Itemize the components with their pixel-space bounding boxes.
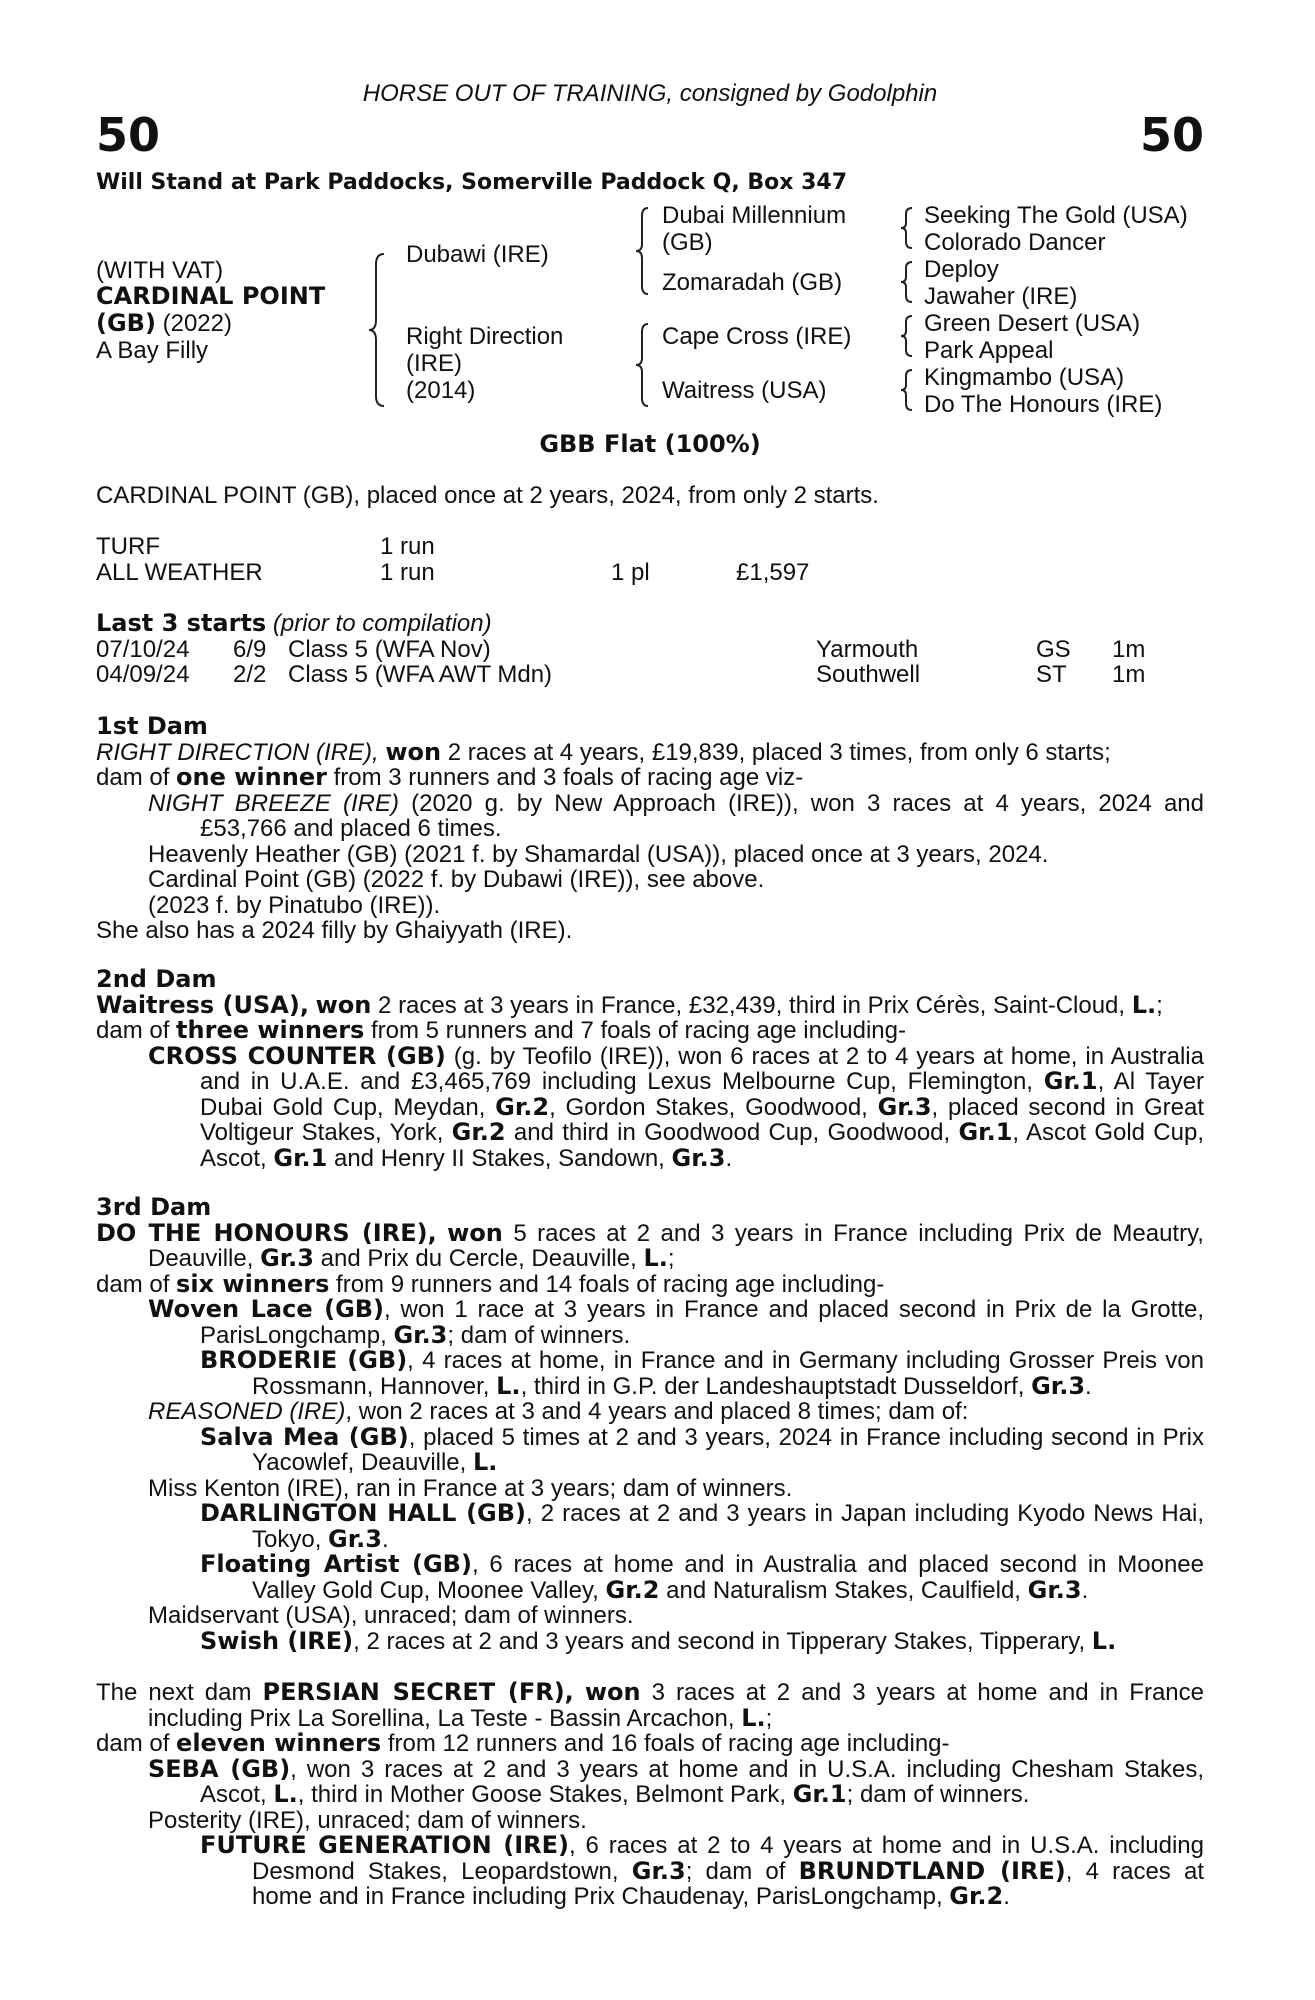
- cross-counter-grade-5: Gr.1: [958, 1118, 1013, 1146]
- third-dam-produce-summary: [96, 1269, 1204, 1298]
- salva-mea-text: , placed 5 times at 2 and 3 years, 2024 in France including second in Prix Yacowlef, Deauville,: [252, 1423, 1204, 1476]
- floating-artist-grade-a: Gr.2: [605, 1575, 660, 1604]
- pedigree-sire-dam: Zomaradah (GB): [662, 269, 843, 296]
- pedigree-g4: Jawaher (IRE): [924, 283, 1078, 310]
- first-dam-note: She also has a 2024 filly by Ghaiyyath (IRE).: [96, 917, 573, 944]
- first-dam-produce-winners: one winner: [176, 763, 327, 791]
- salva-mea-listed: L.: [473, 1448, 498, 1476]
- miss-kenton-entry: Miss Kenton (IRE), ran in France at 3 years; dam of winners.: [148, 1474, 793, 1502]
- swish-text: , 2 races at 2 and 3 years and second in Tipperary Stakes, Tipperary,: [353, 1627, 1086, 1655]
- future-generation-end: .: [1003, 1883, 1010, 1910]
- start-row-1-dist: 1m: [1112, 636, 1146, 663]
- floating-artist-text-a: , 6 races at home and in Australia and placed second in Moonee Valley Gold Cup, Moonee Valley,: [252, 1551, 1204, 1604]
- cross-counter-text-b: , Al Tayer Dubai Gold Cup, Meydan,: [200, 1068, 1204, 1121]
- pedigree-g3: Deploy: [924, 256, 999, 283]
- reasoned-entry: [96, 1399, 1204, 1425]
- next-dam-record: [96, 1680, 1204, 1731]
- horse-year: (2022): [162, 310, 232, 337]
- seba-name: SEBA (GB): [148, 1754, 291, 1783]
- last-starts-heading: [96, 611, 492, 637]
- next-dam-listed: L.: [741, 1703, 766, 1732]
- second-dam-won: won: [315, 990, 372, 1019]
- future-generation-text-b: ; dam of: [685, 1857, 786, 1885]
- third-dam-record: [96, 1218, 1204, 1272]
- second-dam-section: [96, 967, 1204, 1171]
- first-dam-race-record: 2 races at 4 years, £19,839, placed 3 times, from only 6 starts;: [447, 738, 1111, 766]
- darlington-hall-end: .: [381, 1525, 389, 1553]
- pedigree-dam-sire: Cape Cross (IRE): [662, 323, 852, 350]
- pedigree-brace-dam: [634, 322, 652, 408]
- broderie-listed: L.: [496, 1371, 521, 1400]
- last-starts-note: (prior to compilation): [272, 610, 492, 637]
- future-generation-text-a: , 6 races at 2 to 4 years at home and in U.S.A. including Desmond Stakes, Leopardstown,: [252, 1832, 1205, 1885]
- woven-lace-end: ; dam of winners.: [447, 1321, 631, 1349]
- pedigree-g1: Seeking The Gold (USA): [924, 202, 1188, 229]
- horse-origin: (GB): [96, 309, 156, 337]
- cross-counter-text-f: , Ascot Gold Cup, Ascot,: [200, 1119, 1205, 1172]
- second-dam-heading: 2nd Dam: [96, 965, 217, 993]
- second-dam-race-record: 2 races at 3 years in France, £32,439, third in Prix Cérès, Saint-Cloud,: [378, 991, 1126, 1019]
- first-dam-foal-4: (2023 f. by Pinatubo (IRE)).: [148, 891, 441, 919]
- floating-artist-entry: [96, 1552, 1204, 1603]
- future-generation-grade-a: Gr.3: [631, 1856, 686, 1885]
- first-dam-produce-c: from 3 runners and 3 foals of racing age viz-: [333, 764, 804, 791]
- start-row-1-race: Class 5 (WFA Nov): [288, 636, 491, 663]
- pedigree-dam-dam: Waitress (USA): [662, 377, 827, 404]
- next-dam-produce-winners: eleven winners: [176, 1729, 382, 1757]
- woven-lace-name: Woven Lace (GB): [148, 1295, 385, 1323]
- third-dam-semicolon: ;: [667, 1245, 675, 1272]
- first-dam-heading: 1st Dam: [96, 712, 208, 740]
- first-dam-section: [96, 714, 1204, 944]
- swish-entry: [96, 1626, 1204, 1655]
- next-dam-semicolon: ;: [765, 1704, 773, 1732]
- record-aw-placed: 1 pl: [611, 559, 650, 586]
- third-dam-race-b: and Prix du Cercle, Deauville,: [320, 1245, 637, 1272]
- next-dam-produce-a: dam of: [96, 1730, 170, 1757]
- pedigree-sire: Dubawi (IRE): [406, 241, 549, 268]
- third-dam-won: won: [447, 1218, 503, 1247]
- cross-counter-name: CROSS COUNTER (GB): [148, 1041, 446, 1070]
- horse-origin-year: [96, 310, 232, 337]
- pedigree-sire-sire-line2: (GB): [662, 229, 713, 256]
- cross-counter-grade-7: Gr.3: [671, 1143, 726, 1172]
- cross-counter-text-e: and third in Goodwood Cup, Goodwood,: [513, 1119, 951, 1146]
- broderie-text-a: , 4 races at home, in France and in Germany including Grosser Preis von Rossmann, Hannover,: [252, 1347, 1204, 1400]
- swish-listed: L.: [1091, 1626, 1117, 1655]
- broderie-entry: [96, 1348, 1204, 1399]
- start-row-1-pos: 6/9: [233, 636, 267, 663]
- cross-counter-text-a: (g. by Teofilo (IRE)), won 6 races at 2 to 4 years at home, in Australia and in U.A.E. and £3,465,769 including Lexus Melbourne Cup, Flemington,: [200, 1042, 1204, 1095]
- woven-lace-entry: [96, 1297, 1204, 1348]
- pedigree-g7: Kingmambo (USA): [924, 364, 1125, 391]
- woven-lace-text: , won 1 race at 3 years in France and placed second in Prix de la Grotte, ParisLongchamp,: [200, 1296, 1204, 1349]
- reasoned-name: REASONED (IRE): [148, 1398, 346, 1425]
- darlington-hall-text: , 2 races at 2 and 3 years in Japan including Kyodo News Hai, Tokyo,: [252, 1500, 1205, 1553]
- page-header-title: HORSE OUT OF TRAINING, consigned by Godolphin: [362, 80, 938, 107]
- darlington-hall-entry: [96, 1501, 1204, 1552]
- second-dam-listed: L.: [1131, 990, 1157, 1019]
- start-row-2-date: 04/09/24: [96, 661, 190, 688]
- second-dam-foal-1: [96, 1041, 1205, 1172]
- lot-number-right: 50: [1139, 108, 1204, 162]
- pedigree-brace-g3: [900, 314, 916, 358]
- third-dam-listed: L.: [643, 1244, 668, 1272]
- third-dam-produce-c: from 9 runners and 14 foals of racing age including-: [336, 1270, 885, 1298]
- third-dam-produce-winners: six winners: [176, 1269, 330, 1298]
- third-dam-name: DO THE HONOURS (IRE),: [96, 1218, 437, 1247]
- pedigree-dam-line3: (2014): [406, 377, 476, 404]
- salva-mea-entry: [96, 1422, 1204, 1476]
- pedigree-brace-main: [366, 252, 390, 408]
- future-generation-text-c: , 4 races at home and in France including Prix Chaudenay, ParisLongchamp,: [252, 1857, 1204, 1910]
- stand-location: Will Stand at Park Paddocks, Somerville Paddock Q, Box 347: [96, 170, 848, 195]
- cross-counter-grade-3: Gr.3: [877, 1092, 932, 1121]
- record-aw-prize: £1,597: [736, 559, 810, 586]
- second-dam-record: [96, 990, 1204, 1019]
- broderie-end: .: [1085, 1372, 1092, 1400]
- pedigree-brace-g2: [900, 260, 916, 304]
- salva-mea-name: Salva Mea (GB): [200, 1422, 409, 1451]
- pedigree-brace-g1: [900, 206, 916, 250]
- woven-lace-grade: Gr.3: [393, 1320, 448, 1349]
- next-dam-section: [96, 1680, 1204, 1910]
- first-dam-record: [96, 737, 1204, 766]
- vat-note: (WITH VAT): [96, 257, 224, 284]
- second-dam-semicolon: ;: [1156, 991, 1163, 1019]
- seba-entry: [96, 1754, 1204, 1808]
- swish-name: Swish (IRE): [200, 1626, 354, 1655]
- pedigree-dam-line2: (IRE): [406, 350, 462, 377]
- third-dam-race-a: 5 races at 2 and 3 years in France including Prix de Meautry, Deauville,: [148, 1219, 1204, 1272]
- first-dam-foal-1: [96, 791, 1204, 842]
- pedigree-brace-sire: [634, 206, 652, 296]
- second-dam-produce-a: dam of: [96, 1017, 170, 1044]
- seba-text-a: , won 3 races at 2 and 3 years at home and in U.S.A. including Chesham Stakes, Ascot,: [200, 1755, 1204, 1808]
- second-dam-produce-summary: [96, 1018, 1204, 1044]
- future-generation-grade-b: Gr.2: [949, 1882, 1004, 1910]
- first-dam-name: RIGHT DIRECTION (IRE),: [96, 738, 379, 766]
- cross-counter-text-c: , Gordon Stakes, Goodwood,: [549, 1093, 868, 1121]
- brundtland-name: BRUNDTLAND (IRE): [798, 1856, 1066, 1885]
- gbb-flat-rating: GBB Flat (100%): [539, 430, 761, 458]
- third-dam-produce-a: dam of: [96, 1270, 170, 1298]
- next-dam-produce-summary: [96, 1731, 1204, 1757]
- future-generation-name: FUTURE GENERATION (IRE): [200, 1831, 569, 1859]
- broderie-grade: Gr.3: [1031, 1371, 1086, 1400]
- cross-counter-grade-4: Gr.2: [451, 1118, 506, 1146]
- floating-artist-end: .: [1081, 1576, 1089, 1604]
- floating-artist-grade-b: Gr.3: [1027, 1575, 1082, 1604]
- last-starts-title: Last 3 starts: [96, 609, 267, 637]
- next-dam-lead: The next dam: [96, 1679, 252, 1706]
- start-row-1-date: 07/10/24: [96, 636, 190, 663]
- next-dam-produce-c: from 12 runners and 16 foals of racing age including-: [387, 1730, 950, 1757]
- maidservant-entry: Maidservant (USA), unraced; dam of winners.: [148, 1602, 634, 1629]
- start-row-2-going: ST: [1036, 661, 1067, 688]
- first-dam-foal-1-name: NIGHT BREEZE (IRE): [148, 789, 399, 817]
- posterity-entry: Posterity (IRE), unraced; dam of winners.: [148, 1806, 587, 1834]
- pedigree-dam-line1: Right Direction: [406, 323, 564, 350]
- pedigree-g6: Park Appeal: [924, 337, 1054, 364]
- broderie-name: BRODERIE (GB): [200, 1346, 408, 1374]
- first-dam-foal-3: Cardinal Point (GB) (2022 f. by Dubawi (IRE)), see above.: [148, 866, 765, 893]
- record-turf-runs: 1 run: [380, 533, 435, 560]
- first-dam-foal-1-text: (2020 g. by New Approach (IRE)), won 3 races at 4 years, 2024 and £53,766 and placed 6 times.: [200, 789, 1205, 842]
- darlington-hall-name: DARLINGTON HALL (GB): [200, 1499, 527, 1527]
- third-dam-section: [96, 1195, 1204, 1654]
- cross-counter-grade-1: Gr.1: [1043, 1067, 1098, 1095]
- seba-end: ; dam of winners.: [846, 1781, 1030, 1808]
- third-dam-heading: 3rd Dam: [96, 1193, 212, 1221]
- next-dam-race: 3 races at 2 and 3 years at home and in France including Prix La Sorellina, La Teste - Bassin Arcachon,: [148, 1679, 1205, 1732]
- first-dam-produce-a: dam of: [96, 764, 170, 791]
- pedigree-g2: Colorado Dancer: [924, 229, 1106, 256]
- next-dam-name: PERSIAN SECRET (FR),: [262, 1678, 574, 1706]
- floating-artist-text-b: and Naturalism Stakes, Caulfield,: [666, 1576, 1021, 1604]
- start-row-2-pos: 2/2: [233, 661, 267, 688]
- lot-number-left: 50: [96, 108, 161, 162]
- race-summary: CARDINAL POINT (GB), placed once at 2 years, 2024, from only 2 starts.: [96, 482, 879, 509]
- first-dam-won: won: [385, 737, 442, 766]
- horse-name: CARDINAL POINT: [96, 282, 326, 310]
- cross-counter-grade-6: Gr.1: [273, 1143, 328, 1172]
- second-dam-produce-winners: three winners: [176, 1016, 365, 1044]
- horse-description: A Bay Filly: [96, 337, 209, 364]
- record-turf-label: TURF: [96, 533, 160, 560]
- cross-counter-text-d: , placed second in Great Voltigeur Stakes, York,: [200, 1093, 1205, 1146]
- start-row-1-going: GS: [1036, 636, 1071, 663]
- darlington-hall-grade: Gr.3: [328, 1524, 382, 1553]
- pedigree-sire-sire-line1: Dubai Millennium: [662, 202, 847, 229]
- cross-counter-text-g: and Henry II Stakes, Sandown,: [333, 1144, 665, 1172]
- next-dam-won: won: [584, 1678, 641, 1706]
- cross-counter-grade-2: Gr.2: [495, 1092, 550, 1121]
- start-row-1-course: Yarmouth: [816, 636, 919, 663]
- pedigree-brace-g4: [900, 368, 916, 412]
- floating-artist-name: Floating Artist (GB): [200, 1550, 472, 1578]
- start-row-2-dist: 1m: [1112, 661, 1146, 688]
- cross-counter-end: .: [725, 1144, 733, 1172]
- broderie-text-b: , third in G.P. der Landeshauptstadt Dusseldorf,: [520, 1372, 1025, 1400]
- future-generation-entry: [96, 1833, 1204, 1910]
- pedigree-g8: Do The Honours (IRE): [924, 391, 1163, 418]
- reasoned-text: , won 2 races at 3 and 4 years and placed 8 times; dam of:: [345, 1398, 969, 1425]
- first-dam-produce-summary: [96, 765, 1204, 791]
- pedigree-g5: Green Desert (USA): [924, 310, 1141, 337]
- second-dam-produce-c: from 5 runners and 7 foals of racing age including-: [371, 1017, 906, 1044]
- seba-grade: Gr.1: [792, 1780, 847, 1808]
- start-row-2-course: Southwell: [816, 661, 921, 688]
- first-dam-foal-2: Heavenly Heather (GB) (2021 f. by Shamardal (USA)), placed once at 3 years, 2024.: [148, 840, 1049, 868]
- third-dam-grade: Gr.3: [260, 1244, 314, 1272]
- start-row-2-race: Class 5 (WFA AWT Mdn): [288, 661, 553, 688]
- record-aw-label: ALL WEATHER: [96, 559, 263, 586]
- seba-text-b: , third in Mother Goose Stakes, Belmont Park,: [297, 1781, 787, 1808]
- seba-listed: L.: [273, 1780, 298, 1808]
- record-aw-runs: 1 run: [380, 559, 435, 586]
- second-dam-name: Waitress (USA),: [96, 990, 309, 1019]
